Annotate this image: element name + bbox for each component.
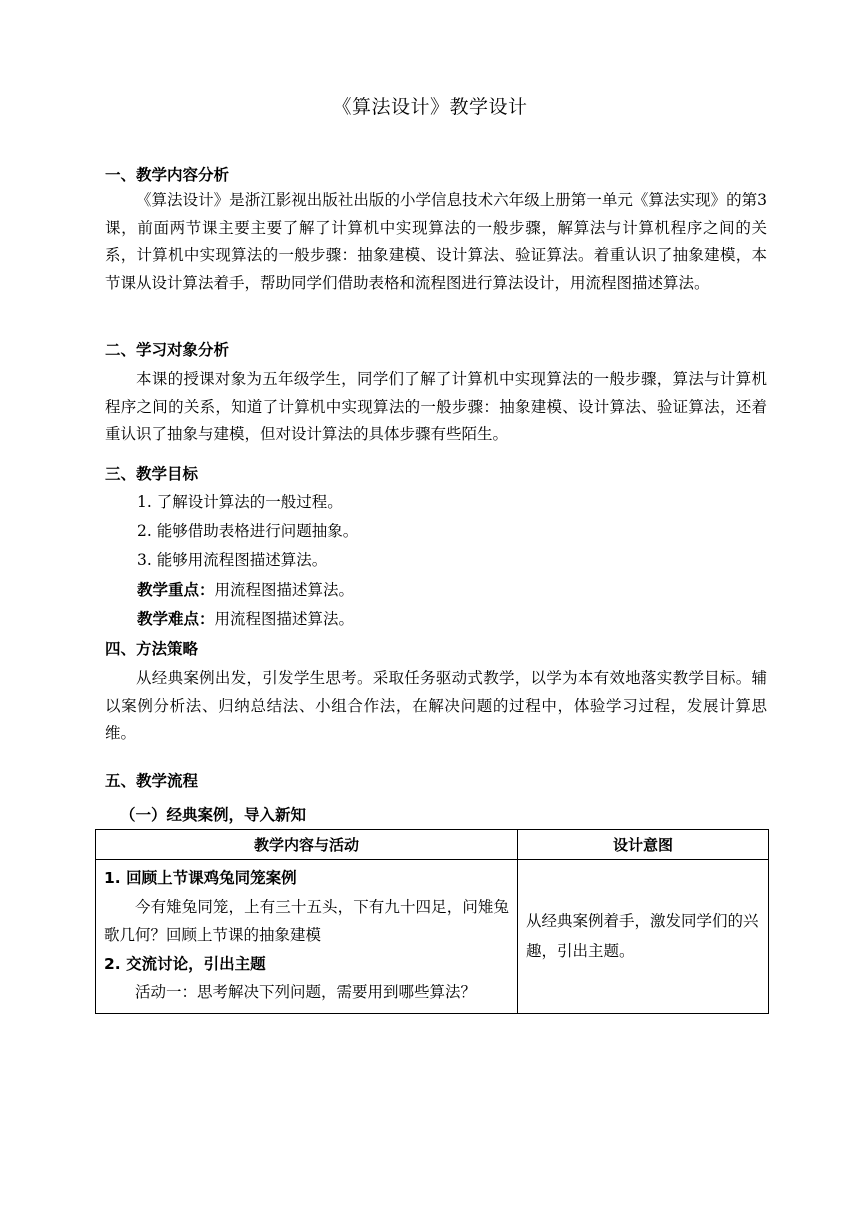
table-header-row [96,830,769,860]
document-title: 《算法设计》教学设计 [332,96,528,118]
teaching-flow-table [95,829,769,1014]
section-heading-method-strategy: 四、方法策略 [105,640,199,658]
section-heading-content-analysis: 一、教学内容分析 [105,166,230,184]
goal-item: 3. 能够用流程图描述算法。 [137,551,328,569]
activity-text: 今有雉兔同笼，上有三十五头，下有九十四足，问雉兔歌几何？回顾上节课的抽象建模 [104,897,509,944]
table-header-content: 教学内容与活动 [96,830,518,860]
key-point-label: 教学重点： [137,581,215,599]
table-header-intent: 设计意图 [518,830,769,860]
goal-item: 1. 了解设计算法的一般过程。 [137,493,343,511]
subsection-heading: （一）经典案例，导入新知 [120,806,307,824]
table-cell-content [96,860,518,1014]
learner-analysis-text: 本课的授课对象为五年级学生，同学们了解了计算机中实现算法的一般步骤，算法与计算机程序之间的关系，知道了计算机中实现算法的一般步骤：抽象建模、设计算法、验证算法，还着重认识了抽象与建模，但对设计算法的具体步骤有些陌生。 [105,370,767,444]
content-analysis-text: 《算法设计》是浙江影视出版社出版的小学信息技术六年级上册第一单元《算法实现》的第3课，前面两节课主要主要了解了计算机中实现算法的一般步骤，解算法与计算机程序之间的关系，计算机中实现算法的一般步骤：抽象建模、设计算法、验证算法。着重认识了抽象建模，本节课从设计算法着手，帮助同学们借助表格和流程图进行算法设计，用流程图描述算法。 [105,191,767,292]
section-heading-learner-analysis: 二、学习对象分析 [105,341,230,359]
goal-item: 2. 能够借助表格进行问题抽象。 [137,522,359,540]
activity-text: 活动一：思考解决下列问题，需要用到哪些算法？ [135,983,477,1001]
difficulty-point-text: 用流程图描述算法。 [214,610,355,628]
key-point-text: 用流程图描述算法。 [214,581,355,599]
difficulty-point-label: 教学难点： [137,610,215,628]
table-cell-intent: 从经典案例着手，激发同学们的兴趣，引出主题。 [518,860,769,1014]
key-point [137,578,354,600]
table-row [96,860,769,1014]
activity-title: 1. 回顾上节课鸡兔同笼案例 [104,869,297,887]
section-heading-teaching-goals: 三、教学目标 [105,465,199,483]
method-strategy-text: 从经典案例出发，引发学生思考。采取任务驱动式教学，以学为本有效地落实教学目标。辅以案例分析法、归纳总结法、小组合作法，在解决问题的过程中，体验学习过程，发展计算思维。 [105,669,767,743]
difficulty-point [137,607,354,629]
section-heading-teaching-flow: 五、教学流程 [105,772,199,790]
activity-title: 2. 交流讨论，引出主题 [104,954,266,973]
